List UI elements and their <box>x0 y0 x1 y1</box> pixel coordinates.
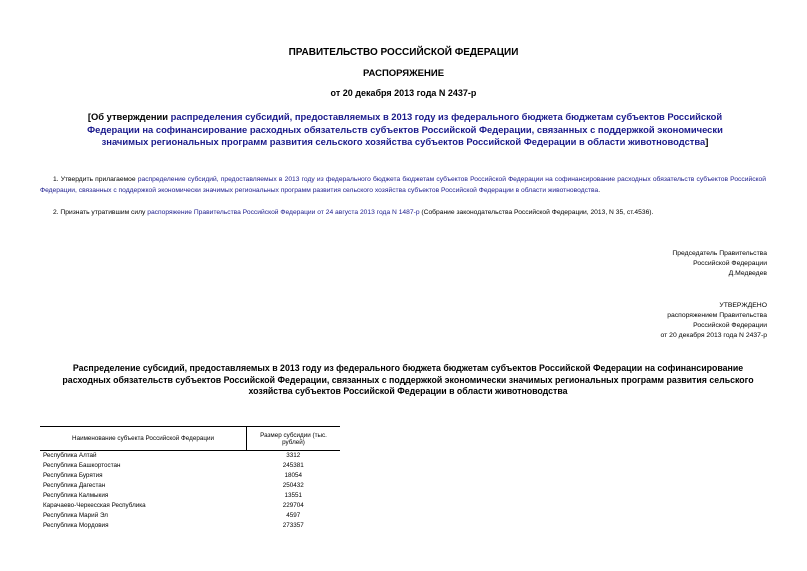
region-cell: Республика Марий Эл <box>43 512 108 519</box>
table-row <box>40 521 340 531</box>
paragraph-2-suffix: (Собрание законодательства Российской Федерации, 2013, N 35, ст.4536). <box>419 209 654 216</box>
table-row <box>40 511 340 521</box>
region-cell: Республика Алтай <box>43 452 97 459</box>
paragraph-2-prefix: 2. Признать утратившим силу <box>53 209 148 216</box>
table-row <box>40 501 340 511</box>
paragraph-1-prefix: 1. Утвердить прилагаемое <box>53 176 138 183</box>
amount-cell: 273357 <box>282 522 304 529</box>
approved-block <box>661 301 767 341</box>
signature-line-3: Д.Медведев <box>728 270 767 277</box>
distribution-title: Распределение субсидий, предоставляемых в 2013 году из федерального бюджета бюджетам субъектов Российской Федерации на софинансирование расходных обязательств субъектов Российской Федерации, связанных с поддержкой экономически значимых региональных программ развития сельского хозяйства субъектов Российской Федерации в области животноводства <box>62 363 754 396</box>
paragraph-1-suffix: . <box>598 186 601 194</box>
table-row <box>40 471 340 481</box>
table-row <box>40 491 340 501</box>
signature-line-1: Председатель Правительства <box>672 250 767 257</box>
subject-prefix: [Об утверждении <box>87 111 171 122</box>
region-cell: Республика Мордовия <box>43 522 109 529</box>
paragraph-1 <box>40 175 766 196</box>
amount-cell: 250432 <box>282 482 304 489</box>
region-cell: Республика Дагестан <box>43 482 106 489</box>
paragraph-1-link[interactable]: распределение субсидий, предоставляемых в 2013 году из федерального бюджета бюджетам субъектов Российской Федерации на софинансирование расходных обязательств субъектов Российской Федерации, связанных с поддержкой экономически значимых региональных программ развития сельского хозяйства субъектов Российской Федерации в области животноводства <box>40 176 767 194</box>
paragraph-2-link[interactable]: распоряжение Правительства Российской Федерации от 24 августа 2013 года N 1487-р <box>147 209 420 216</box>
document-type: РАСПОРЯЖЕНИЕ <box>362 68 445 79</box>
signature-line-2: Российской Федерации <box>693 260 767 267</box>
amount-cell: 13551 <box>284 492 302 499</box>
region-cell: Республика Башкортостан <box>43 462 121 469</box>
table-header-row <box>40 427 340 451</box>
column-header-amount: Размер субсидии (тыс. рублей) <box>247 427 341 451</box>
amount-cell: 3312 <box>286 452 301 459</box>
paragraph-2 <box>40 208 766 219</box>
amount-cell: 4597 <box>286 512 301 519</box>
amount-cell: 229704 <box>282 502 304 509</box>
government-title: ПРАВИТЕЛЬСТВО РОССИЙСКОЙ ФЕДЕРАЦИИ <box>288 47 519 58</box>
approved-line-2: распоряжением Правительства <box>667 312 767 319</box>
subject-link[interactable]: распределения субсидий, предоставляемых в 2013 году из федерального бюджета бюджетам субъектов Российской Федерации на софинансирование расходных обязательств субъектов Российской Федерации, связанных с поддержкой экономически значимых региональных программ развития сельского хозяйства субъектов Российской Федерации в области животноводства <box>87 111 723 147</box>
table-row <box>40 451 340 462</box>
region-cell: Карачаево-Черкесская Республика <box>43 502 146 509</box>
signature-block <box>672 249 767 279</box>
approved-line-4: от 20 декабря 2013 года N 2437-р <box>660 332 767 339</box>
region-cell: Республика Бурятия <box>43 472 103 479</box>
document-date-number: от 20 декабря 2013 года N 2437-р <box>330 88 477 98</box>
amount-cell: 18054 <box>284 472 302 479</box>
document-subject <box>75 111 735 149</box>
table-row <box>40 481 340 491</box>
approved-line-1: УТВЕРЖДЕНО <box>719 302 767 309</box>
region-cell: Республика Калмыкия <box>43 492 109 499</box>
subject-suffix: ] <box>705 136 709 147</box>
approved-line-3: Российской Федерации <box>693 322 767 329</box>
subsidy-table <box>40 426 340 531</box>
column-header-region: Наименование субъекта Российской Федерации <box>40 427 247 451</box>
amount-cell: 245381 <box>282 462 304 469</box>
table-row <box>40 461 340 471</box>
